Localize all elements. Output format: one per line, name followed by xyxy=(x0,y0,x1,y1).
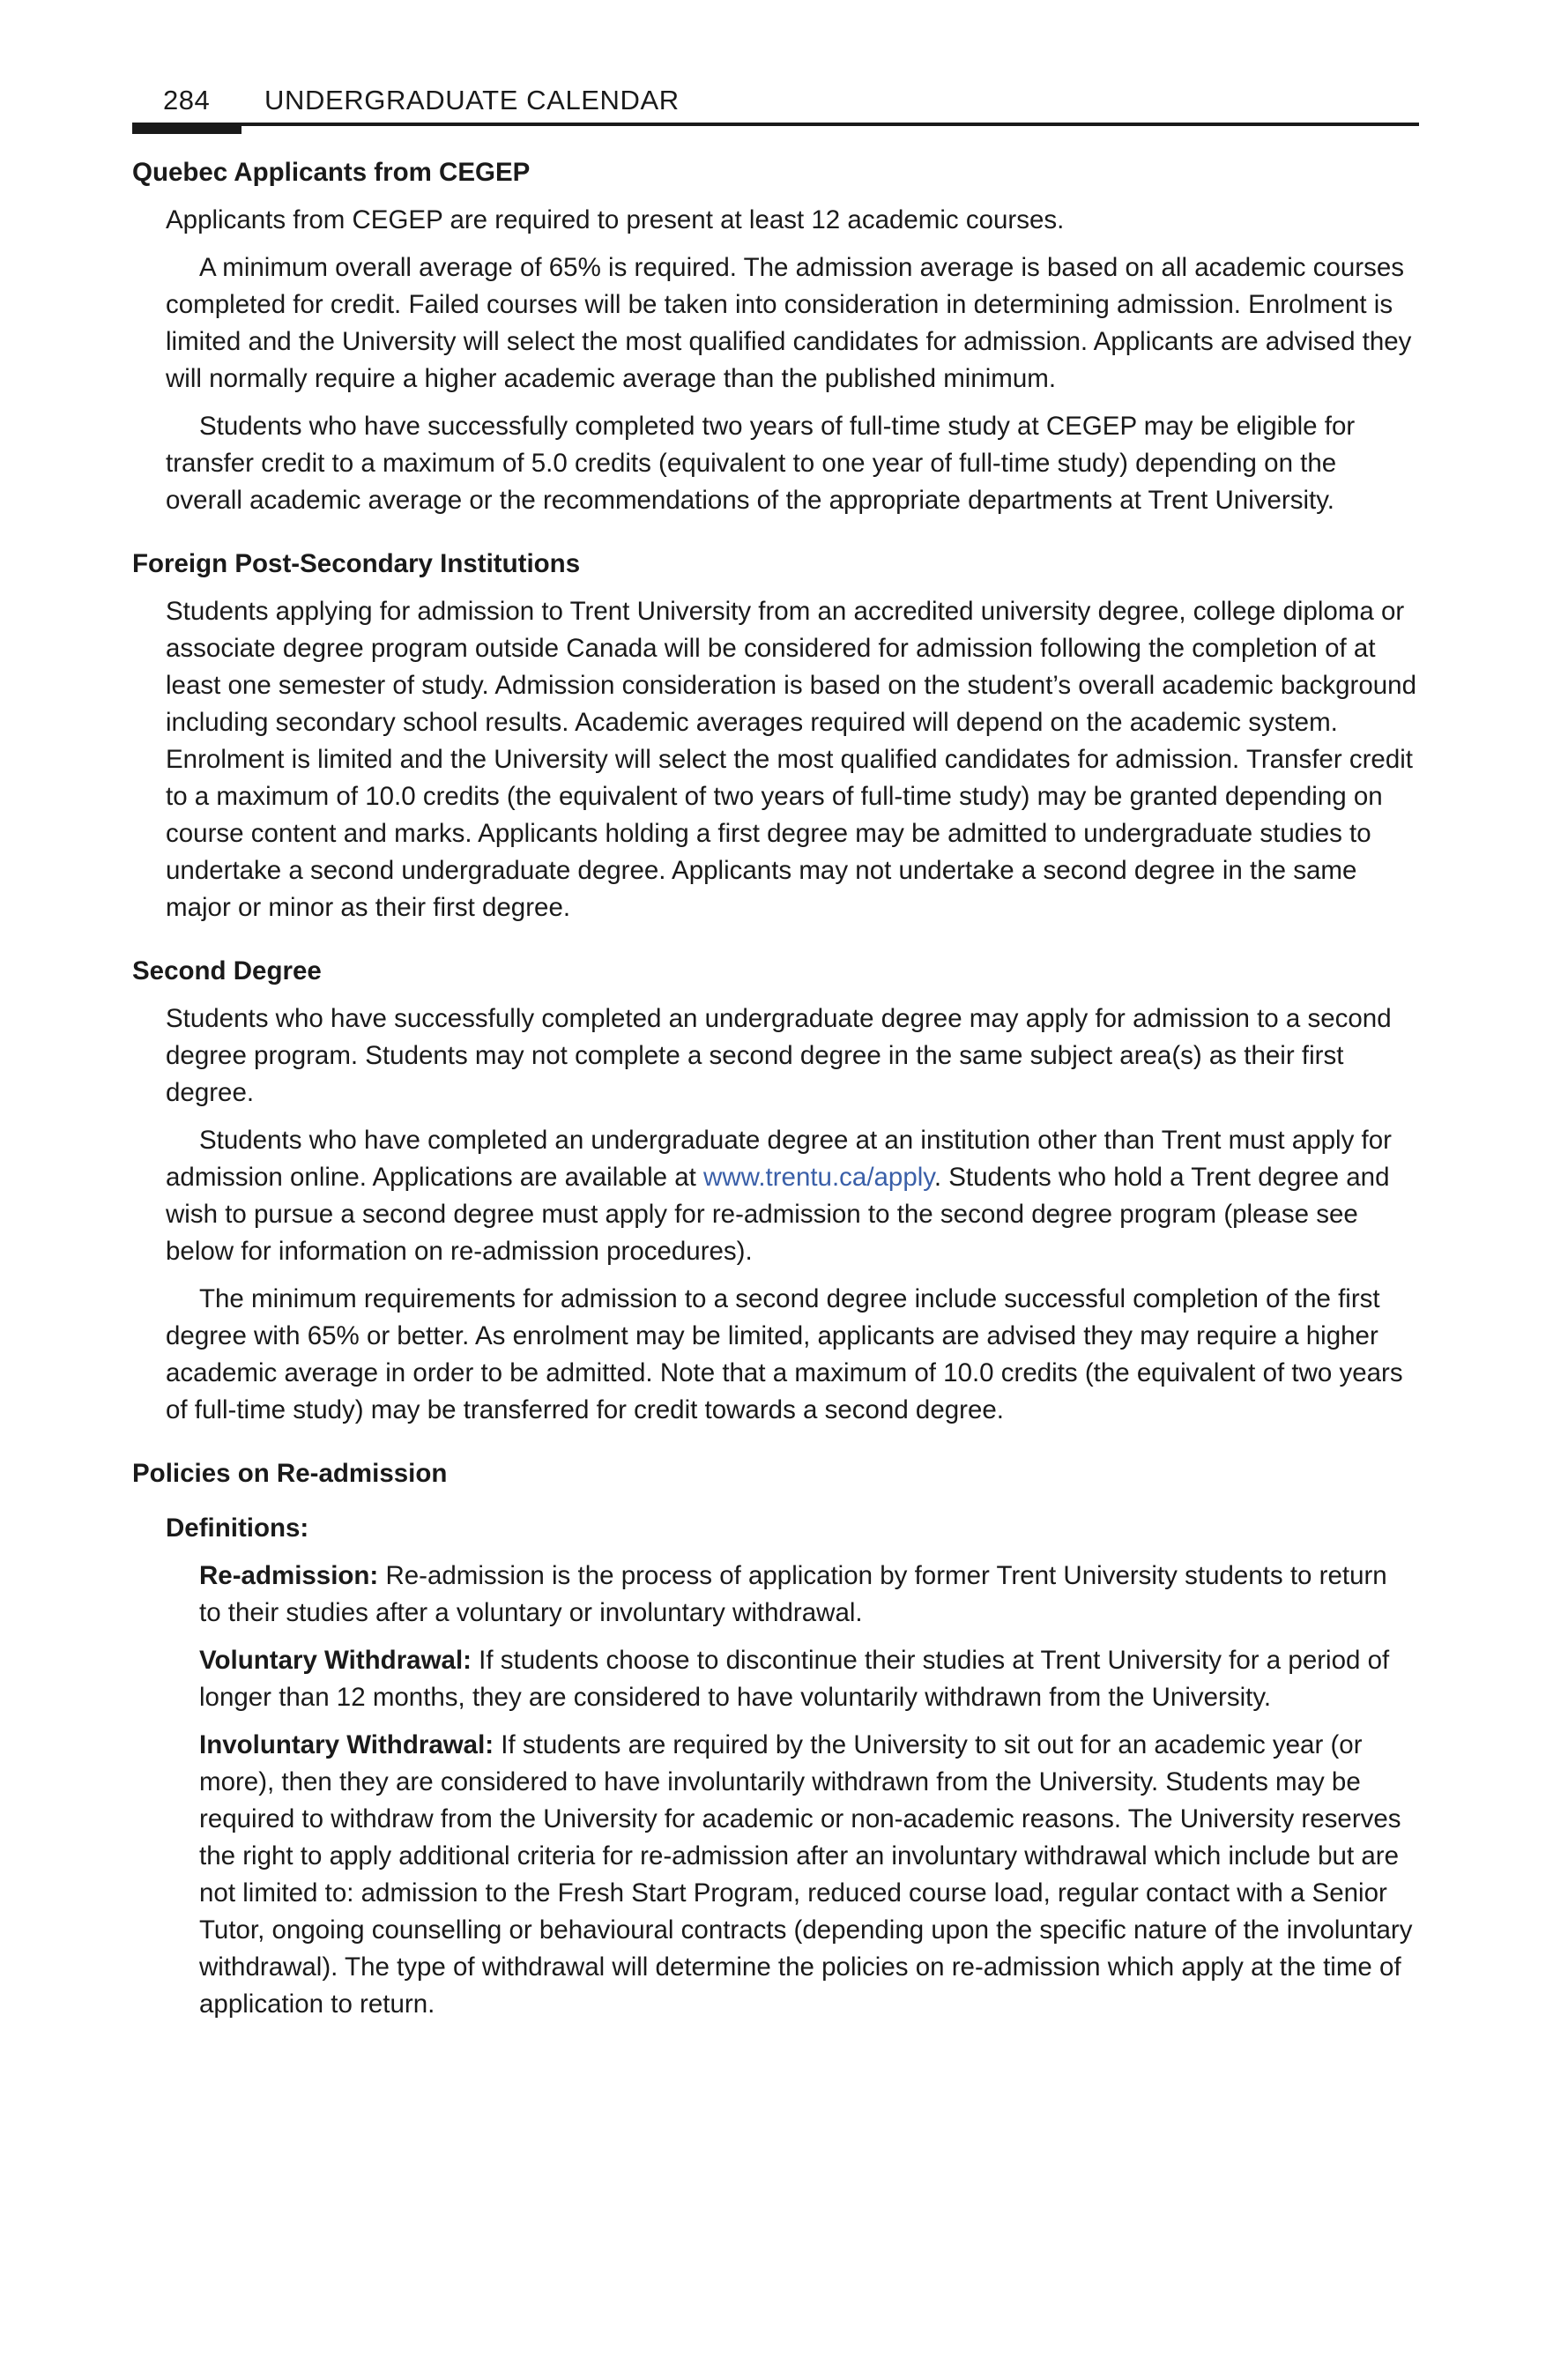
paragraph: Applicants from CEGEP are required to present at least 12 academic courses. xyxy=(166,205,1065,234)
header-rule xyxy=(132,123,1419,126)
page-header xyxy=(132,81,1419,134)
definitions-heading: Definitions: xyxy=(166,1514,309,1543)
section-readmission xyxy=(132,1455,1419,2023)
paragraph: The minimum requirements for admission to a second degree include successful completion of the first degree with 65% or better. As enrolment may be limited, applicants are advised they may require a higher academic average in order to be admitted. Note that a maximum of 10.0 credits (the equivalent of two years of full-time study) may be transferred for credit towards a second degree. xyxy=(166,1284,1403,1424)
definition-term: Re-admission: xyxy=(199,1561,379,1590)
paragraph: A minimum overall average of 65% is required. The admission average is based on all academic courses completed for credit. Failed courses will be taken into consideration in determining admission. Enrolment is limited and the University will select the most qualified candidates for admission. Applicants are advised they will normally require a higher academic average than the published minimum. xyxy=(166,253,1412,393)
running-title: UNDERGRADUATE CALENDAR xyxy=(264,85,680,115)
paragraph: Students applying for admission to Trent University from an accredited university degree, college diploma or associate degree program outside Canada will be considered for admission following the completion of at least one semester of study. Admission consideration is based on the student’s overall academic background including secondary school results. Academic averages required will depend on the academic system. Enrolment is limited and the University will select the most qualified candidates for admission. Transfer credit to a maximum of 10.0 credits (the equivalent of two years of full-time study) may be granted depending on course content and marks. Applicants holding a first degree may be admitted to undergraduate studies to undertake a second undergraduate degree. Applicants may not undertake a second degree in the same major or minor as their first degree. xyxy=(166,597,1416,922)
definition-text: If students are required by the University to sit out for an academic year (or more), then they are considered to have involuntarily withdrawn from the University. Students may be required to withdraw from the University for academic or non-academic reasons. The University reserves the right to apply additional criteria for re-admission after an involuntary withdrawal which include but are not limited to: admission to the Fresh Start Program, reduced course load, regular contact with a Senior Tutor, ongoing counselling or behavioural contracts (depending upon the specific nature of the involuntary withdrawal). The type of withdrawal will determine the policies on re-admission which apply at the time of application to return. xyxy=(199,1730,1413,2019)
page-number: 284 xyxy=(163,85,211,115)
definition-text: If students choose to discontinue their studies at Trent University for a period of longer than 12 months, they are considered to have voluntarily withdrawn from the University. xyxy=(199,1646,1390,1712)
section-foreign xyxy=(132,546,1419,926)
section-heading: Policies on Re-admission xyxy=(132,1459,448,1488)
definition-text: Re-admission is the process of application by former Trent University students to return to their studies after a voluntary or involuntary withdrawal. xyxy=(199,1561,1387,1627)
header-rule-tab xyxy=(132,123,241,134)
definition-term: Voluntary Withdrawal: xyxy=(199,1646,472,1675)
apply-link[interactable]: www.trentu.ca/apply xyxy=(703,1163,934,1192)
section-quebec xyxy=(132,154,1419,519)
definition-involuntary-withdrawal xyxy=(199,1727,1416,2023)
paragraph: Students who have successfully completed two years of full-time study at CEGEP may be eligible for transfer credit to a maximum of 5.0 credits (equivalent to one year of full-time study) depending on the overall academic average or the recommendations of the appropriate departments at Trent University. xyxy=(166,412,1356,515)
definition-readmission xyxy=(199,1558,1416,1632)
paragraph-with-link xyxy=(166,1122,1417,1270)
section-heading: Quebec Applicants from CEGEP xyxy=(132,158,531,187)
paragraph-text: . Students who hold a Trent degree and wish to pursue a second degree must apply for re-admission to the second degree program (please see below for information on re-admission procedures). xyxy=(166,1163,1390,1266)
paragraph: Students who have successfully completed an undergraduate degree may apply for admission to a second degree program. Students may not complete a second degree in the same subject area(s) as their first degree. xyxy=(166,1004,1392,1107)
section-heading: Foreign Post-Secondary Institutions xyxy=(132,549,581,578)
paragraph-text: Students who have completed an undergraduate degree at an institution other than Trent must apply for admission online. Applications are available at xyxy=(166,1126,1392,1192)
section-heading: Second Degree xyxy=(132,956,322,985)
definition-voluntary-withdrawal xyxy=(199,1642,1416,1716)
definition-term: Involuntary Withdrawal: xyxy=(199,1730,494,1759)
main-content xyxy=(132,154,1419,2049)
section-second-degree xyxy=(132,953,1419,1429)
